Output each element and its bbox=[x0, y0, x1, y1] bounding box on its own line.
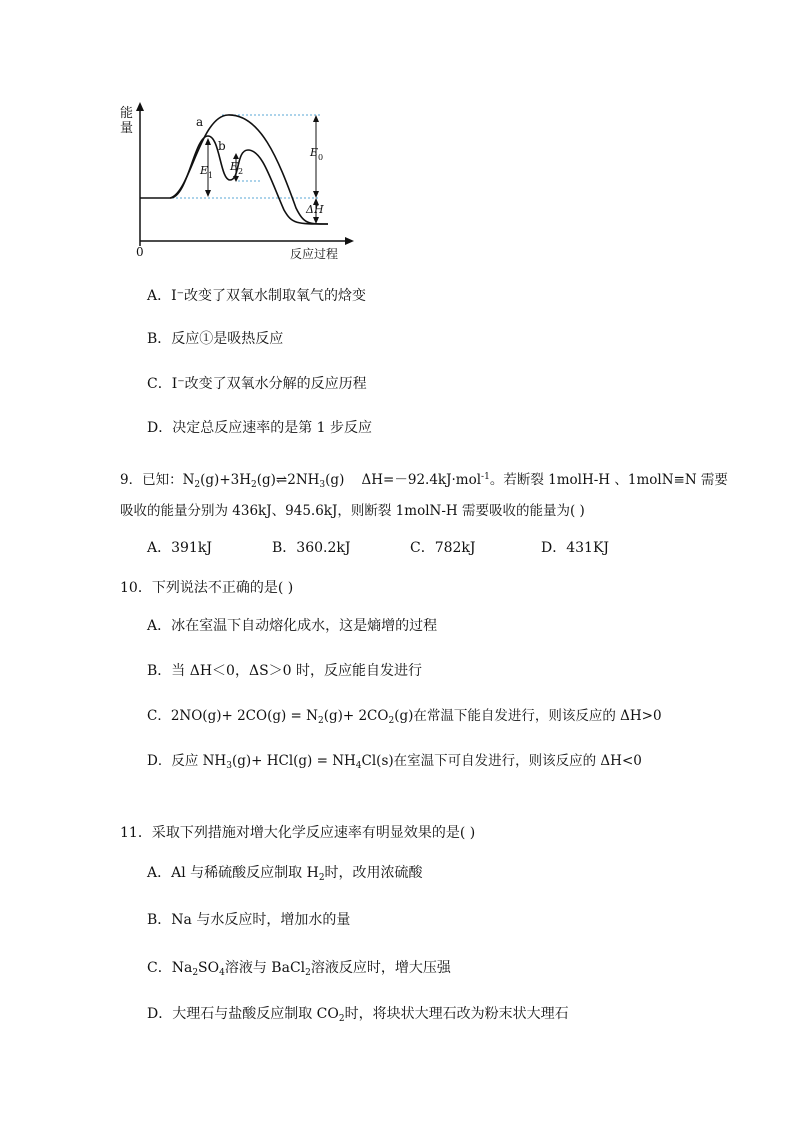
q11-option-b: B．Na 与水反应时，增加水的量 bbox=[147, 912, 351, 928]
q8-option-b: B．反应①是吸热反应 bbox=[147, 331, 284, 347]
q9-eq-dh-sup: -1 bbox=[481, 472, 490, 482]
q9-number: 9．已知： bbox=[120, 472, 183, 488]
q10-c-part2: (g)+ 2CO bbox=[323, 708, 389, 724]
q9-eq-nh3: 2NH bbox=[287, 472, 320, 488]
curve-b bbox=[170, 136, 328, 224]
q10-c-sub1: 2 bbox=[317, 716, 324, 726]
q11-a-part1: A．Al 与稀硫酸反应制取 H bbox=[147, 865, 319, 881]
e1-label: E bbox=[200, 164, 209, 177]
q11-stem: 11．采取下列措施对增大化学反应速率有明显效果的是( ) bbox=[120, 825, 476, 841]
q9-eq-h2-state: (g) bbox=[256, 472, 276, 488]
q9-eq-rest: 。若断裂 1molH-H 、1molN≡N 需要 bbox=[489, 472, 728, 488]
q9-eq-arrow: ⇌ bbox=[275, 472, 288, 488]
q11-c-sub1: 2 bbox=[192, 968, 199, 978]
e2-subscript: 2 bbox=[238, 167, 244, 176]
q10-c-part3: (g)在常温下能自发进行，则该反应的 ΔH>0 bbox=[394, 708, 662, 724]
q11-c-sub2: 4 bbox=[219, 968, 225, 978]
q9-eq-n2: N bbox=[182, 472, 195, 488]
q11-option-c bbox=[147, 957, 451, 977]
q9-stem-line-2: 吸收的能量分别为 436kJ、945.6kJ，则断裂 1molN-H 需要吸收的能量为( ) bbox=[120, 503, 585, 519]
y-axis-label-1: 能 bbox=[120, 106, 134, 121]
q8-option-c: C．I⁻改变了双氧水分解的反应历程 bbox=[147, 376, 367, 392]
e0-subscript: 0 bbox=[318, 153, 324, 162]
curve-a-label: a bbox=[196, 115, 204, 129]
q10-d-part2: (g)+ HCl(g) = NH bbox=[231, 753, 356, 769]
e2-arrow-head-top bbox=[233, 153, 239, 159]
q11-d-part2: 时，将块状大理石改为粉末状大理石 bbox=[344, 1006, 569, 1022]
q11-d-part1: D．大理石与盐酸反应制取 CO bbox=[147, 1006, 339, 1022]
q10-option-d bbox=[147, 749, 642, 769]
e1-subscript: 1 bbox=[208, 171, 214, 180]
q11-c-part4: 溶液反应时，增大压强 bbox=[310, 960, 451, 976]
q8-option-d: D．决定总反应速率的是第 1 步反应 bbox=[147, 420, 373, 436]
e1-arrow-head-top bbox=[205, 138, 211, 145]
q11-c-part1: C．Na bbox=[147, 960, 193, 976]
q9-option-c: C．782kJ bbox=[410, 540, 476, 556]
q9-option-a: A．391kJ bbox=[147, 540, 212, 556]
x-axis-label: 反应过程 bbox=[290, 247, 339, 261]
q11-option-d bbox=[147, 1003, 569, 1023]
q10-d-part3: Cl(s)在室温下可自发进行，则该反应的 ΔH<0 bbox=[361, 753, 642, 769]
e0-arrow-head-bottom bbox=[313, 191, 319, 198]
origin-label: 0 bbox=[136, 245, 144, 259]
q8-option-a: A．I⁻改变了双氧水制取氧气的焓变 bbox=[147, 288, 367, 304]
dh-label: ΔH bbox=[306, 203, 324, 216]
y-axis-label-2: 量 bbox=[120, 121, 134, 136]
q9-option-b: B．360.2kJ bbox=[272, 540, 351, 556]
q9-eq-n2-sub: 2 bbox=[194, 480, 201, 490]
q10-option-a: A．冰在室温下自动熔化成水，这是熵增的过程 bbox=[147, 618, 438, 634]
q9-stem-line-1 bbox=[120, 468, 728, 488]
q10-c-sub2: 2 bbox=[388, 716, 395, 726]
q10-d-part1: D．反应 NH bbox=[147, 753, 227, 769]
q11-a-sub1: 2 bbox=[318, 873, 325, 883]
y-axis-arrow bbox=[136, 102, 144, 111]
q9-eq-nh3-sub: 3 bbox=[319, 480, 326, 490]
q10-stem: 10．下列说法不正确的是( ) bbox=[120, 580, 294, 596]
q9-eq-nh3-state: (g) bbox=[325, 472, 345, 488]
q11-c-part3: 溶液与 BaCl bbox=[224, 960, 306, 976]
curve-b-label: b bbox=[218, 139, 226, 153]
e2-label: E bbox=[230, 160, 239, 173]
q9-eq-n2-state: (g)+3H bbox=[200, 472, 251, 488]
q10-option-c bbox=[147, 704, 662, 724]
q11-c-part2: SO bbox=[198, 960, 220, 976]
q11-d-sub1: 2 bbox=[338, 1014, 345, 1024]
q10-d-sub1: 3 bbox=[226, 761, 232, 771]
x-axis-arrow bbox=[345, 237, 354, 245]
q11-a-part2: 时，改用浓硫酸 bbox=[324, 865, 423, 881]
e0-label: E bbox=[310, 146, 319, 159]
q10-option-b: B．当 ΔH＜0，ΔS＞0 时，反应能自发进行 bbox=[147, 663, 423, 679]
e1-arrow-head-bottom bbox=[205, 190, 211, 197]
q10-c-part1: C．2NO(g)+ 2CO(g) = N bbox=[147, 708, 318, 724]
q9-eq-h2-sub: 2 bbox=[251, 480, 257, 490]
e0-arrow-head-top bbox=[313, 115, 319, 122]
q10-d-sub2: 4 bbox=[355, 761, 362, 771]
q9-eq-dh: ΔH=－92.4kJ·mol bbox=[361, 472, 482, 488]
energy-profile-diagram bbox=[110, 98, 370, 264]
q11-c-sub3: 2 bbox=[305, 968, 311, 978]
q9-option-d: D．431KJ bbox=[541, 540, 610, 556]
q11-option-a bbox=[147, 862, 423, 882]
